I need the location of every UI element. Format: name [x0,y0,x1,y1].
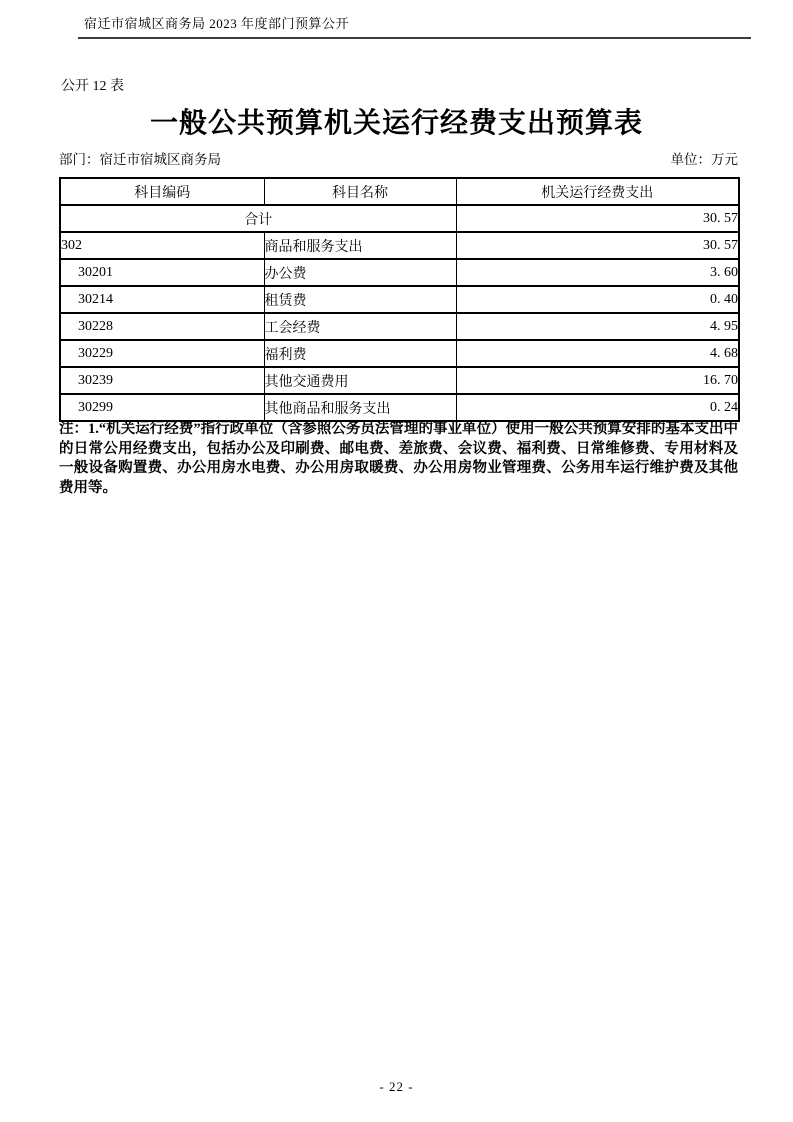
subject-name-cell: 工会经费 [264,313,456,340]
expense-value-cell: 4. 68 [456,340,739,367]
expense-value-cell: 3. 60 [456,259,739,286]
subject-code-cell: 30228 [60,313,264,340]
table-row [60,232,739,259]
subject-name-cell: 福利费 [264,340,456,367]
subject-name-cell: 其他商品和服务支出 [264,394,456,421]
page-header-text: 宿迁市宿城区商务局 2023 年度部门预算公开 [84,16,350,31]
table-header-row [60,178,739,205]
subject-name-cell: 其他交通费用 [264,367,456,394]
total-label-cell: 合计 [60,205,456,232]
subject-code-cell: 302 [60,232,264,259]
expense-value-cell: 0. 40 [456,286,739,313]
subject-name-cell: 办公费 [264,259,456,286]
expense-value-cell: 0. 24 [456,394,739,421]
subject-code-cell: 30239 [60,367,264,394]
table-row [60,394,739,421]
header-subject-code: 科目编码 [60,178,264,205]
subject-name-cell: 商品和服务支出 [264,232,456,259]
table-row [60,313,739,340]
budget-table [59,177,740,422]
unit-label: 单位：万元 [670,152,738,167]
table-row [60,286,739,313]
header-subject-name: 科目名称 [264,178,456,205]
total-value-cell: 30. 57 [456,205,739,232]
subject-code-cell: 30214 [60,286,264,313]
page-title: 一般公共预算机关运行经费支出预算表 [149,107,643,138]
expense-value-cell: 4. 95 [456,313,739,340]
subject-code-cell: 30299 [60,394,264,421]
table-row [60,367,739,394]
budget-table-body [60,205,739,421]
total-row [60,205,739,232]
table-row [60,340,739,367]
department-label: 部门：宿迁市宿城区商务局 [59,152,221,167]
table-footnote: 注：1.“机关运行经费”指行政单位（含参照公务员法管理的事业单位）使用一般公共预算安排的基本支出中的日常公用经费支出，包括办公及印刷费、邮电费、差旅费、会议费、福利费、日常维修费、专用材料及一般设备购置费、办公用房水电费、办公用房取暖费、办公用房物业管理费、公务用车运行维护费及其他费用等。 [59,421,738,496]
table-row [60,259,739,286]
page-header-rule [78,37,751,39]
subject-code-cell: 30229 [60,340,264,367]
table-meta-row [59,148,738,168]
subject-code-cell: 30201 [60,259,264,286]
expense-value-cell: 30. 57 [456,232,739,259]
header-expense: 机关运行经费支出 [456,178,739,205]
subject-name-cell: 租赁费 [264,286,456,313]
page-number: - 22 - [379,1079,414,1094]
expense-value-cell: 16. 70 [456,367,739,394]
table-number-label: 公开 12 表 [61,79,124,94]
